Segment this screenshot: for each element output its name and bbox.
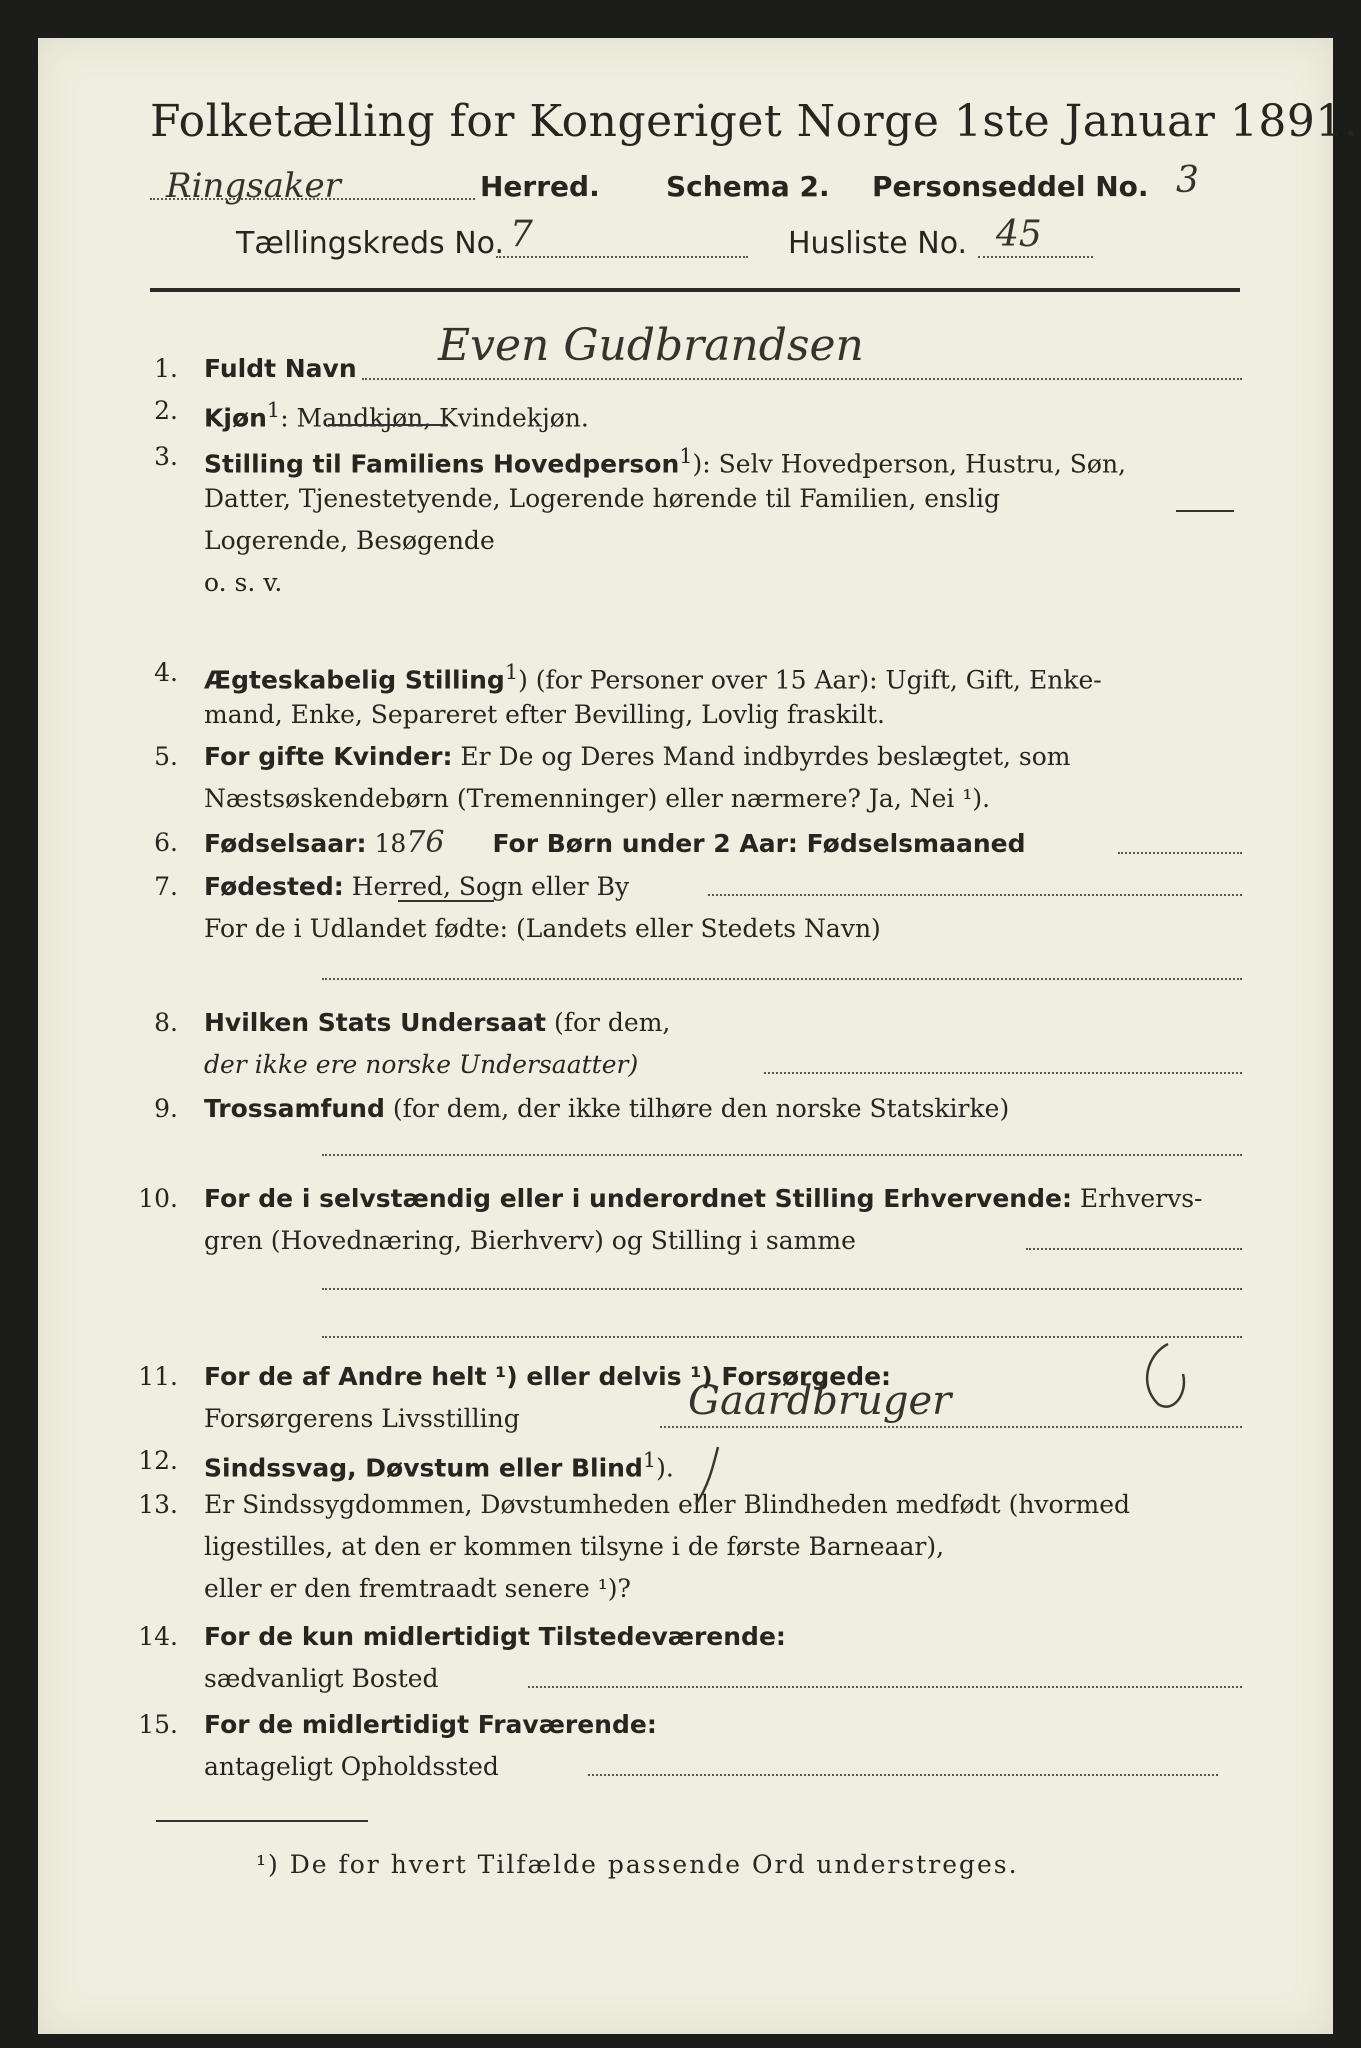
field-10-occupation: [118, 1178, 1273, 1268]
footnote-ref: 1: [679, 444, 693, 468]
personseddel-value: 3: [1176, 160, 1199, 201]
field-label: Er Sindssygdommen, Døvstumheden eller Blindheden medfødt: [204, 1490, 1001, 1519]
field-label: Kjøn: [204, 403, 267, 433]
personseddel-label: Personseddel No.: [872, 170, 1149, 203]
field-number: 5.: [154, 742, 178, 771]
footnote-ref: 1: [642, 1448, 657, 1472]
field-options-line2: Datter, Tjenestetyende, Logerende hørende til Familien, enslig: [204, 484, 1001, 513]
field-7-birthplace: [118, 866, 1273, 956]
field-note: (hvormed: [1008, 1490, 1131, 1519]
usual-residence-label: sædvanligt Bosted: [204, 1664, 439, 1693]
field-options-line3: Logerende, Besøgende: [204, 526, 495, 555]
provider-occupation-value: Gaardbruger: [688, 1378, 952, 1424]
field-number: 4.: [154, 658, 178, 687]
field-label: Fødested:: [204, 872, 344, 901]
field-label: For de midlertidigt Fraværende:: [204, 1710, 657, 1739]
field-note: (for dem, der ikke tilhøre den norske Statskirke): [392, 1094, 1010, 1123]
field-label: Fødselsaar:: [204, 829, 367, 858]
census-form-sheet: [38, 38, 1359, 2034]
provider-occupation-label: Forsørgerens Livsstilling: [204, 1404, 520, 1433]
schema-label: Schema 2.: [666, 170, 830, 203]
field-number: 14.: [138, 1622, 178, 1651]
field-label: Ægteskabelig Stilling: [204, 665, 505, 695]
occupation-fill-line-2: [322, 1288, 1242, 1290]
field-number: 13.: [138, 1490, 178, 1519]
field-3-position: [118, 436, 1273, 636]
field-options-line2: mand, Enke, Separeret efter Bevilling, Lovlig fraskilt.: [204, 700, 885, 729]
field-number: 11.: [138, 1362, 178, 1391]
field-question-line2: Næstsøskendebørn (Tremenninger) eller nærmere? Ja, Nei ¹).: [204, 784, 991, 813]
field-label: Fuldt Navn: [204, 354, 357, 383]
husliste-label: Husliste No.: [788, 226, 968, 261]
field-note: Erhvervs-: [1079, 1184, 1203, 1213]
provider-fill-line: [660, 1426, 1242, 1428]
husliste-value: 45: [996, 214, 1042, 255]
field-label: Sindssvag, Døvstum eller Blind: [204, 1453, 643, 1483]
son-underline: [1176, 510, 1234, 512]
field-question: Er De og Deres Mand indbyrdes beslægtet, som: [460, 742, 1071, 771]
field-label: For de af Andre helt ¹) eller delvis ¹) Forsørgede:: [204, 1362, 892, 1391]
field-options-line2: For de i Udlandet fødte: (Landets eller Stedets Navn): [204, 914, 881, 943]
name-fill-line: [362, 378, 1242, 380]
field-label: For de kun midlertidigt Tilstedeværende:: [204, 1622, 786, 1651]
field-number: 6.: [154, 828, 178, 857]
herred-label: Herred.: [480, 170, 600, 203]
stay-location-fill-line: [588, 1774, 1218, 1776]
herred-value: Ringsaker: [166, 166, 341, 206]
field-label: For de i selvstændig eller i underordnet Stilling Erhvervende:: [204, 1184, 1072, 1213]
field-label: For gifte Kvinder:: [204, 742, 453, 771]
footnote-ref: 1: [504, 660, 519, 684]
field-note-line2: gren (Hovednæring, Bierhverv) og Stilling i samme: [204, 1226, 856, 1255]
field-number: 9.: [154, 1094, 178, 1123]
field-note-line2: der ikke ere norske Undersaatter): [204, 1050, 639, 1079]
field-8-citizenship: [118, 1002, 1273, 1092]
husliste-fill-line: [978, 256, 1093, 258]
field-number: 3.: [154, 442, 178, 471]
usual-residence-fill-line: [528, 1686, 1242, 1688]
field-number: 7.: [154, 872, 178, 901]
stay-location-label: antageligt Opholdssted: [204, 1752, 499, 1781]
field-14-temp-present: [118, 1616, 1273, 1706]
handwritten-stroke: [688, 1442, 738, 1512]
birth-month-fill-line: [1118, 852, 1242, 854]
footnote-ref: 1: [266, 398, 281, 422]
mandkjon-underline: [328, 424, 448, 426]
footnote-text: ¹) De for hvert Tilfælde passende Ord understreges.: [256, 1850, 1019, 1879]
occupation-fill-line-1: [1026, 1248, 1242, 1250]
field-note-line2: ligestilles, at den er kommen tilsyne i de første Barneaar),: [204, 1532, 945, 1561]
birth-month-label: For Børn under 2 Aar: Fødselsmaaned: [492, 829, 1026, 858]
birth-year-value: 76: [406, 825, 445, 860]
kreds-label: Tællingskreds No.: [236, 226, 504, 261]
field-number: 10.: [138, 1184, 178, 1213]
field-options: : Mandkjøn, Kvindekjøn.: [280, 403, 589, 433]
religion-fill-line: [322, 1154, 1242, 1156]
field-label: Stilling til Familiens Hovedperson: [204, 449, 680, 479]
year-prefix: 18: [374, 829, 407, 858]
field-number: 2.: [154, 396, 178, 425]
citizenship-fill-line: [764, 1072, 1242, 1074]
field-number: 15.: [138, 1710, 178, 1739]
occupation-fill-line-3: [322, 1336, 1242, 1338]
herred-fill-line: [150, 198, 475, 200]
kreds-fill-line: [496, 256, 748, 258]
form-title: Folketælling for Kongeriget Norge 1ste Januar 1891.: [150, 96, 1359, 147]
field-options-line4: o. s. v.: [204, 568, 283, 597]
field-number: 8.: [154, 1008, 178, 1037]
field-note-line3: eller er den fremtraadt senere ¹)?: [204, 1574, 631, 1603]
herred-underline: [398, 900, 494, 902]
field-punct: ).: [656, 1453, 674, 1483]
field-note: (for dem,: [553, 1008, 671, 1037]
field-options: ): Selv Hovedperson, Hustru, Søn,: [692, 449, 1127, 479]
field-4-marital: [118, 652, 1273, 742]
field-5-married-women: [118, 736, 1273, 826]
foreign-birthplace-fill-line: [322, 978, 1242, 980]
birthplace-fill-line: [708, 894, 1242, 896]
field-options: Herred, Sogn eller By: [351, 872, 630, 901]
header-rule: [150, 288, 1240, 292]
field-options: ) (for Personer over 15 Aar): Ugift, Gift, Enke-: [518, 665, 1102, 695]
field-label: Trossamfund: [204, 1094, 385, 1123]
field-label: Hvilken Stats Undersaat: [204, 1008, 546, 1037]
field-15-temp-absent: [118, 1704, 1273, 1794]
field-number: 12.: [138, 1446, 178, 1475]
field-number: 1.: [154, 354, 178, 383]
footnote-divider: [156, 1820, 368, 1822]
handwritten-mark: [1128, 1334, 1208, 1424]
name-value: Even Gudbrandsen: [438, 320, 864, 371]
kreds-value: 7: [510, 214, 533, 255]
